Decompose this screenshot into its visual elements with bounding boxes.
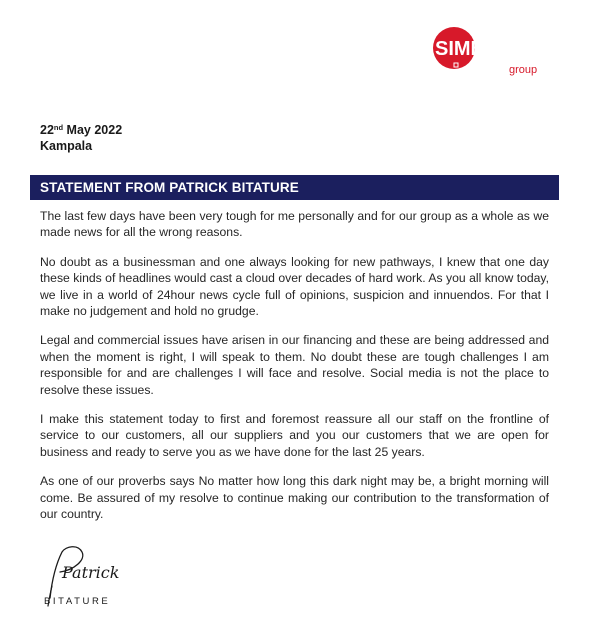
signature-script: Patrick (62, 563, 120, 582)
paragraph: The last few days have been very tough for me personally and for our group as a whole as we made news for all the wrong reasons. (40, 209, 549, 240)
paragraph: No doubt as a businessman and one always looking for new pathways, I knew that one day these kinds of headlines would cast a cloud over decades of hard work. As you all know today, we live in a world of 24hour news cycle full of opinions, suspicion and innuendos. For that I make no judgement and hold no grudge. (40, 254, 549, 319)
date-line (40, 122, 122, 138)
paragraph: Legal and commercial issues have arisen in our financing and these are being addressed and when the moment is right, I will speak to them. No doubt these are tough challenges I am responsible for and are challenges I will face and resolve. Social media is not the place to resolve these issues. (40, 333, 549, 397)
date-rest: May 2022 (63, 123, 123, 137)
date-suffix: nd (53, 123, 64, 132)
location-line: Kampala (40, 139, 93, 153)
statement-body (40, 208, 549, 536)
statement-title-banner (30, 175, 559, 200)
date-location-block (40, 122, 122, 154)
simba-group-logo (430, 26, 548, 76)
signatory-name: BITATURE (44, 596, 111, 607)
logo-wordmark-inner: SIMBA (435, 38, 500, 60)
paragraph: As one of our proverbs says No matter how long this dark night may be, a bright morning will come. Be assured of my resolve to continue making our contribution to the transformation of our country. (40, 474, 549, 522)
logo-group-text: group (509, 64, 538, 76)
paragraph: I make this statement today to first and foremost reassure all our staff on the frontline of service to our customers, all our suppliers and you our customers that we are open for business and ready to serve you as we have done for the last 25 years. (40, 412, 549, 459)
statement-title: STATEMENT FROM PATRICK BITATURE (40, 180, 299, 195)
date-day: 22 (40, 123, 54, 137)
